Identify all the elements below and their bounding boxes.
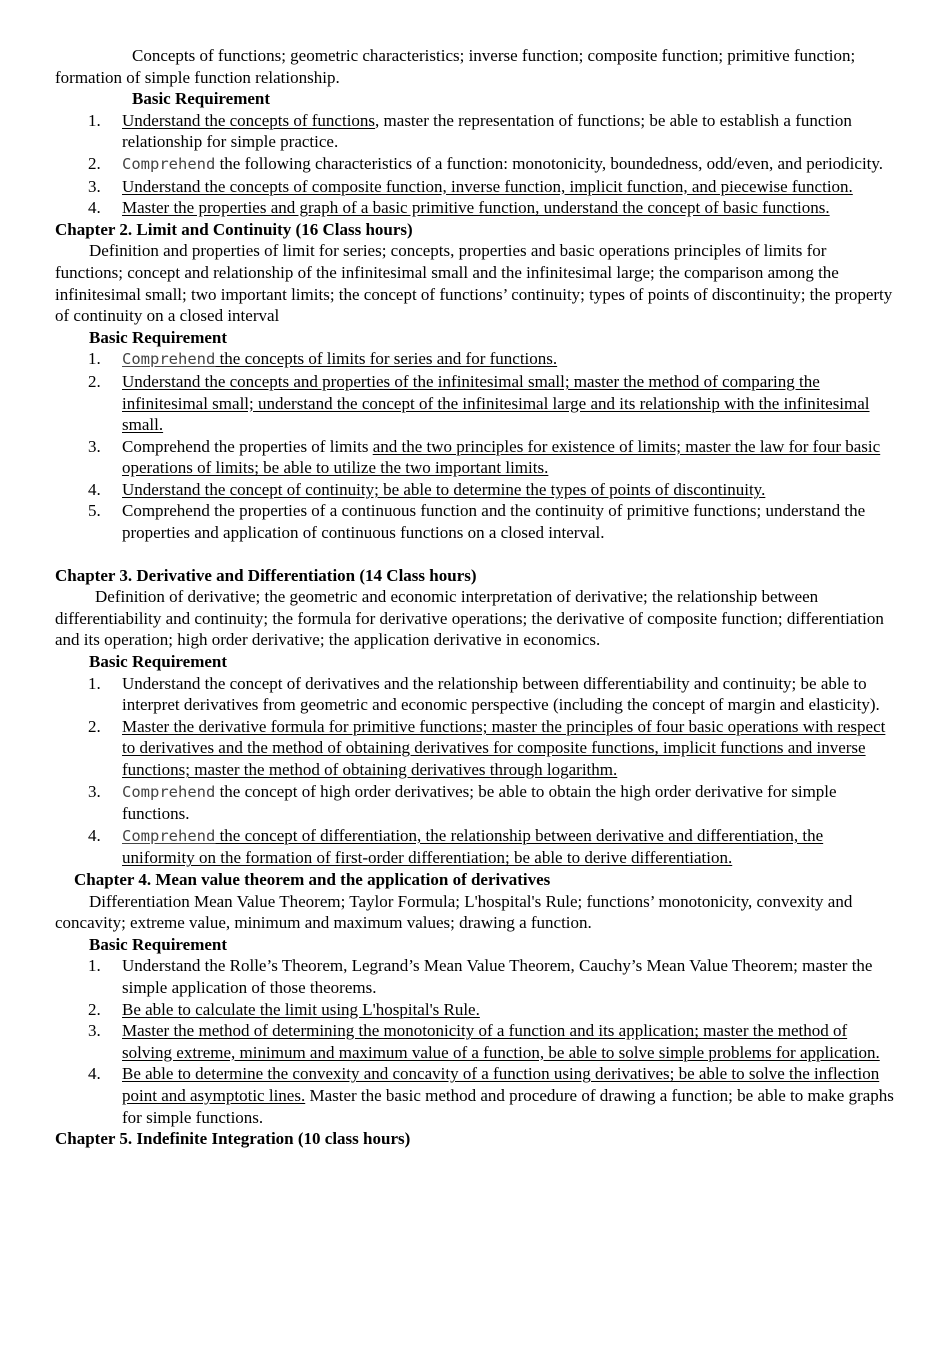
requirement-item bbox=[55, 716, 897, 781]
item-number: 5. bbox=[88, 501, 101, 521]
item-text: the following characteristics of a function: monotonicity, boundedness, odd/even, and periodicity. bbox=[215, 153, 884, 173]
item-text: Comprehend bbox=[122, 782, 216, 801]
requirement-item bbox=[55, 436, 897, 479]
chapter-5-title: Chapter 5. Indefinite Integration (10 class hours) bbox=[55, 1129, 411, 1149]
requirement-item bbox=[55, 110, 897, 153]
item-text: Understand the Rolle’s Theorem, Legrand’s Mean Value Theorem, Cauchy’s Mean Value Theorem; master the simple application of those theorems. bbox=[122, 956, 873, 997]
item-text: Understand the concept of derivatives and the relationship between differentiability and continuity; be able to interpret derivatives from geometric and economic perspective (including the concept of margin and elasticity). bbox=[122, 673, 880, 715]
item-text: , master the representation of functions; be able to establish a function relationship for simple practice. bbox=[122, 110, 852, 152]
item-text: Comprehend bbox=[122, 826, 216, 845]
syllabus-page bbox=[55, 45, 897, 1150]
item-text: and the two principles for existence of limits; master the law for four basic operations of limits; be able to utilize the two important limits. bbox=[122, 436, 881, 478]
item-text: Be able to calculate the limit using L'hospital's Rule. bbox=[122, 999, 480, 1019]
chapter-4-requirement-list bbox=[55, 955, 897, 1128]
chapter-2-description: Definition and properties of limit for series; concepts, properties and basic operations principles of limits for functions; concept and relationship of the infinitesimal small and the infinitesimal large; the comparison among the infinitesimal small; two important limits; the concept of functions’ continuity; types of points of discontinuity; the property of continuity on a closed interval bbox=[55, 241, 893, 326]
requirement-item bbox=[55, 999, 897, 1021]
item-text: Master the properties and graph of a basic primitive function, understand the concept of basic functions. bbox=[122, 198, 830, 218]
chapter-2-title: Chapter 2. Limit and Continuity (16 Class hours) bbox=[55, 219, 413, 239]
item-number: 3. bbox=[88, 176, 101, 196]
requirement-item bbox=[55, 500, 897, 543]
requirement-item bbox=[55, 1020, 897, 1063]
item-text: Comprehend bbox=[122, 350, 216, 369]
item-number: 2. bbox=[88, 999, 101, 1019]
item-text: Be able to determine the convexity and concavity of a function using derivatives; be able to solve the inflection point and asymptotic lines. bbox=[122, 1064, 880, 1105]
item-number: 1. bbox=[88, 110, 101, 130]
chapter-4-title: Chapter 4. Mean value theorem and the application of derivatives bbox=[74, 869, 551, 889]
requirement-item bbox=[55, 673, 897, 716]
requirement-item bbox=[55, 1063, 897, 1128]
chapter-4-requirement-heading: Basic Requirement bbox=[89, 934, 228, 954]
item-text: Master the derivative formula for primitive functions; master the principles of four basic operations with respect to derivatives and the method of obtaining derivatives for composite functions, implicit functions and inverse functions; master the method of obtaining derivatives through logarithm. bbox=[122, 716, 886, 779]
item-text: Understand the concepts of composite function, inverse function, implicit function, and piecewise function. bbox=[122, 176, 853, 196]
chapter-2-requirement-list bbox=[55, 348, 897, 543]
chapter-2-requirement-heading: Basic Requirement bbox=[89, 327, 228, 347]
item-number: 1. bbox=[88, 673, 101, 693]
item-number: 4. bbox=[88, 479, 101, 499]
requirement-item bbox=[55, 955, 897, 998]
item-number: 4. bbox=[88, 198, 101, 218]
requirement-item bbox=[55, 153, 897, 176]
item-text: Understand the concepts of functions bbox=[122, 110, 376, 130]
item-text: Comprehend bbox=[122, 154, 216, 173]
chapter-3-requirement-heading: Basic Requirement bbox=[89, 652, 228, 672]
requirement-item bbox=[55, 176, 897, 198]
chapter-4-description: Differentiation Mean Value Theorem; Taylor Formula; L'hospital's Rule; functions’ monotonicity, convexity and concavity; extreme value, minimum and maximum values; drawing a function. bbox=[55, 891, 853, 933]
requirement-item bbox=[55, 348, 897, 371]
chapter-3-requirement-list bbox=[55, 673, 897, 869]
requirement-item bbox=[55, 479, 897, 501]
requirement-item bbox=[55, 781, 897, 825]
item-text: Comprehend the properties of a continuous function and the continuity of primitive functions; understand the properties and application of continuous functions on a closed interval. bbox=[122, 501, 866, 543]
requirement-item bbox=[55, 371, 897, 436]
requirement-item bbox=[55, 197, 897, 219]
item-number: 1. bbox=[88, 956, 101, 976]
intro-paragraph: Concepts of functions; geometric characteristics; inverse function; composite function; primitive function; formation of simple function relationship. bbox=[55, 46, 856, 87]
item-number: 1. bbox=[88, 349, 101, 369]
item-text: Understand the concept of continuity; be able to determine the types of points of discontinuity. bbox=[122, 479, 766, 499]
chapter-3-description: Definition of derivative; the geometric and economic interpretation of derivative; the relationship between differentiability and continuity; the formula for derivative operations; the derivative of composite function; differentiation and its operation; high order derivative; the application derivative in economics. bbox=[55, 587, 884, 650]
item-text: the concept of differentiation, the relationship between derivative and differentiation, the uniformity on the formation of first-order differentiation; be able to derive differentiation. bbox=[122, 825, 824, 868]
item-text: Master the method of determining the monotonicity of a function and its application; master the method of solving extreme, minimum and maximum value of a function, be able to solve simple problems for application. bbox=[122, 1021, 880, 1062]
item-text: the concept of high order derivatives; be able to obtain the high order derivative for simple functions. bbox=[122, 781, 837, 824]
item-text: Comprehend the properties of limits bbox=[122, 436, 373, 456]
item-number: 3. bbox=[88, 1021, 101, 1041]
intro-requirement-list bbox=[55, 110, 897, 219]
item-number: 2. bbox=[88, 716, 101, 736]
section-gap bbox=[55, 544, 897, 565]
chapter-3-title: Chapter 3. Derivative and Differentiation (14 Class hours) bbox=[55, 565, 477, 585]
item-number: 3. bbox=[88, 781, 101, 801]
item-text: Master the basic method and procedure of drawing a function; be able to make graphs for simple functions. bbox=[122, 1085, 894, 1127]
item-number: 3. bbox=[88, 436, 101, 456]
intro-requirement-heading: Basic Requirement bbox=[132, 89, 271, 109]
item-number: 4. bbox=[88, 825, 101, 845]
item-text: Understand the concepts and properties of the infinitesimal small; master the method of comparing the infinitesimal small; understand the concept of the infinitesimal large and its relationship with the infinitesimal small. bbox=[122, 371, 870, 435]
item-number: 4. bbox=[88, 1064, 101, 1084]
requirement-item bbox=[55, 825, 897, 869]
item-text: the concepts of limits for series and for functions. bbox=[215, 349, 558, 369]
item-number: 2. bbox=[88, 153, 101, 173]
item-number: 2. bbox=[88, 371, 101, 391]
